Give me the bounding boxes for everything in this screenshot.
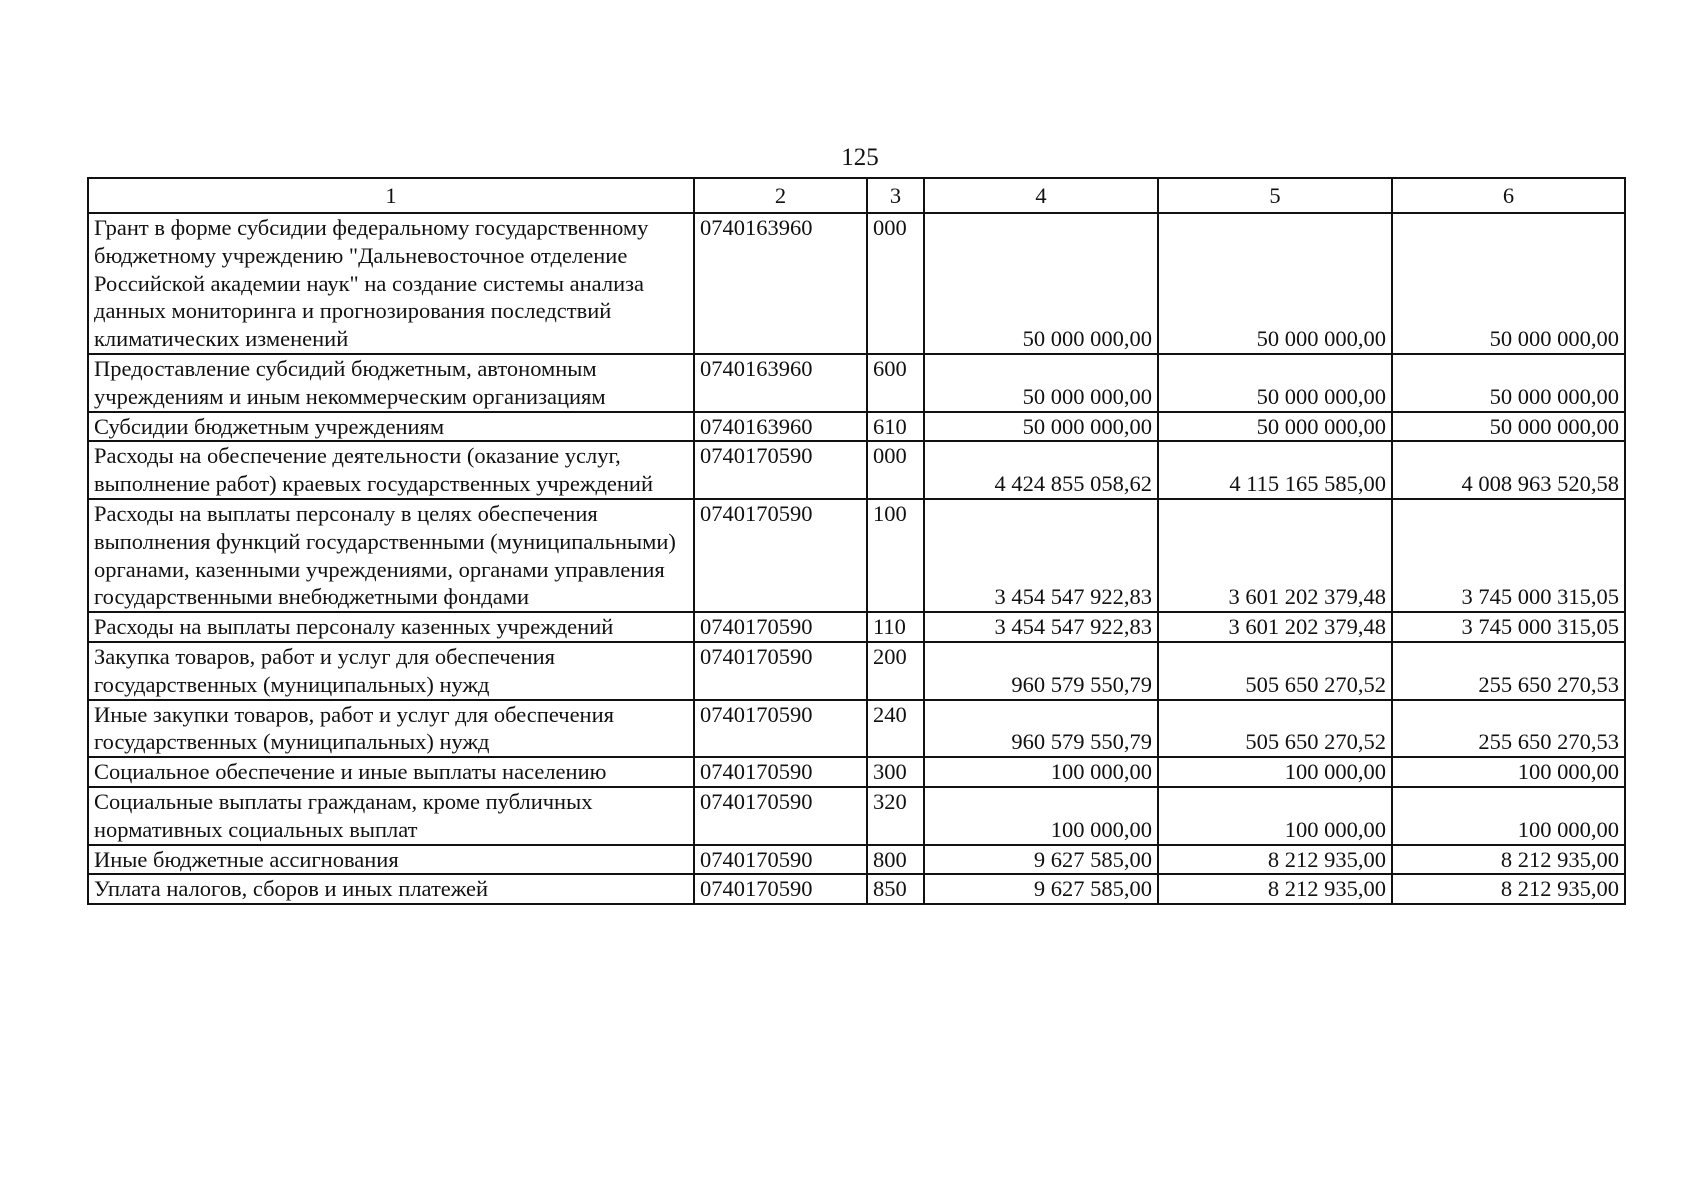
row-name-cell: Закупка товаров, работ и услуг для обеспечения государственных (муниципальных) нужд (88, 642, 694, 700)
budget-table-body (88, 178, 1625, 904)
row-name-cell: Грант в форме субсидии федеральному государственному бюджетному учреждению "Дальневосточное отделение Российской академии наук" на создание системы анализа данных мониторинга и прогнозирования последствий климатических изменений (88, 213, 694, 354)
row-name-cell: Субсидии бюджетным учреждениям (88, 412, 694, 442)
amount-col6-cell: 4 008 963 520,58 (1392, 441, 1625, 499)
table-row (88, 757, 1625, 787)
column-number-1: 1 (88, 178, 694, 213)
row-name-cell: Иные бюджетные ассигнования (88, 845, 694, 875)
table-row (88, 845, 1625, 875)
expense-type-cell: 850 (867, 874, 924, 904)
expense-type-cell: 240 (867, 700, 924, 758)
amount-col4-cell: 50 000 000,00 (924, 354, 1158, 412)
column-number-6: 6 (1392, 178, 1625, 213)
target-code-cell: 0740170590 (694, 757, 867, 787)
page-number: 125 (841, 144, 879, 171)
amount-col5-cell: 100 000,00 (1158, 787, 1392, 845)
expense-type-cell: 110 (867, 612, 924, 642)
amount-col6-cell: 50 000 000,00 (1392, 213, 1625, 354)
expense-type-cell: 800 (867, 845, 924, 875)
column-number-5: 5 (1158, 178, 1392, 213)
table-row (88, 499, 1625, 612)
amount-col6-cell: 50 000 000,00 (1392, 412, 1625, 442)
amount-col6-cell: 8 212 935,00 (1392, 845, 1625, 875)
expense-type-cell: 600 (867, 354, 924, 412)
target-code-cell: 0740170590 (694, 874, 867, 904)
row-name-cell: Социальное обеспечение и иные выплаты населению (88, 757, 694, 787)
target-code-cell: 0740170590 (694, 642, 867, 700)
expense-type-cell: 300 (867, 757, 924, 787)
amount-col4-cell: 50 000 000,00 (924, 412, 1158, 442)
row-name-cell: Иные закупки товаров, работ и услуг для обеспечения государственных (муниципальных) нужд (88, 700, 694, 758)
budget-table (87, 177, 1626, 905)
amount-col5-cell: 8 212 935,00 (1158, 874, 1392, 904)
target-code-cell: 0740170590 (694, 441, 867, 499)
row-name-cell: Расходы на выплаты персоналу в целях обеспечения выполнения функций государственными (муниципальными) органами, казенными учреждениями, органами управления государственными внебюджетными фондами (88, 499, 694, 612)
column-number-2: 2 (694, 178, 867, 213)
target-code-cell: 0740163960 (694, 213, 867, 354)
amount-col6-cell: 100 000,00 (1392, 787, 1625, 845)
amount-col5-cell: 50 000 000,00 (1158, 354, 1392, 412)
amount-col5-cell: 505 650 270,52 (1158, 642, 1392, 700)
row-name-cell: Предоставление субсидий бюджетным, автономным учреждениям и иным некоммерческим организациям (88, 354, 694, 412)
expense-type-cell: 000 (867, 441, 924, 499)
amount-col4-cell: 50 000 000,00 (924, 213, 1158, 354)
amount-col5-cell: 50 000 000,00 (1158, 412, 1392, 442)
row-name-cell: Расходы на обеспечение деятельности (оказание услуг, выполнение работ) краевых государственных учреждений (88, 441, 694, 499)
amount-col5-cell: 50 000 000,00 (1158, 213, 1392, 354)
target-code-cell: 0740163960 (694, 354, 867, 412)
amount-col6-cell: 100 000,00 (1392, 757, 1625, 787)
target-code-cell: 0740170590 (694, 612, 867, 642)
amount-col4-cell: 4 424 855 058,62 (924, 441, 1158, 499)
amount-col5-cell: 505 650 270,52 (1158, 700, 1392, 758)
amount-col4-cell: 100 000,00 (924, 787, 1158, 845)
row-name-cell: Расходы на выплаты персоналу казенных учреждений (88, 612, 694, 642)
table-row (88, 642, 1625, 700)
table-row (88, 700, 1625, 758)
amount-col4-cell: 9 627 585,00 (924, 845, 1158, 875)
expense-type-cell: 320 (867, 787, 924, 845)
table-row (88, 354, 1625, 412)
amount-col5-cell: 3 601 202 379,48 (1158, 612, 1392, 642)
column-number-4: 4 (924, 178, 1158, 213)
column-number-3: 3 (867, 178, 924, 213)
expense-type-cell: 100 (867, 499, 924, 612)
table-row (88, 441, 1625, 499)
target-code-cell: 0740170590 (694, 845, 867, 875)
table-row (88, 612, 1625, 642)
amount-col6-cell: 3 745 000 315,05 (1392, 499, 1625, 612)
table-row (88, 874, 1625, 904)
expense-type-cell: 200 (867, 642, 924, 700)
amount-col4-cell: 100 000,00 (924, 757, 1158, 787)
table-row (88, 213, 1625, 354)
expense-type-cell: 610 (867, 412, 924, 442)
row-name-cell: Социальные выплаты гражданам, кроме публичных нормативных социальных выплат (88, 787, 694, 845)
amount-col4-cell: 3 454 547 922,83 (924, 499, 1158, 612)
amount-col5-cell: 8 212 935,00 (1158, 845, 1392, 875)
amount-col5-cell: 100 000,00 (1158, 757, 1392, 787)
amount-col5-cell: 4 115 165 585,00 (1158, 441, 1392, 499)
expense-type-cell: 000 (867, 213, 924, 354)
amount-col4-cell: 960 579 550,79 (924, 642, 1158, 700)
amount-col4-cell: 3 454 547 922,83 (924, 612, 1158, 642)
amount-col6-cell: 255 650 270,53 (1392, 642, 1625, 700)
amount-col6-cell: 50 000 000,00 (1392, 354, 1625, 412)
table-row (88, 412, 1625, 442)
target-code-cell: 0740170590 (694, 499, 867, 612)
target-code-cell: 0740170590 (694, 787, 867, 845)
row-name-cell: Уплата налогов, сборов и иных платежей (88, 874, 694, 904)
column-number-row (88, 178, 1625, 213)
amount-col6-cell: 255 650 270,53 (1392, 700, 1625, 758)
target-code-cell: 0740170590 (694, 700, 867, 758)
target-code-cell: 0740163960 (694, 412, 867, 442)
amount-col4-cell: 960 579 550,79 (924, 700, 1158, 758)
table-row (88, 787, 1625, 845)
amount-col4-cell: 9 627 585,00 (924, 874, 1158, 904)
amount-col5-cell: 3 601 202 379,48 (1158, 499, 1392, 612)
amount-col6-cell: 8 212 935,00 (1392, 874, 1625, 904)
amount-col6-cell: 3 745 000 315,05 (1392, 612, 1625, 642)
